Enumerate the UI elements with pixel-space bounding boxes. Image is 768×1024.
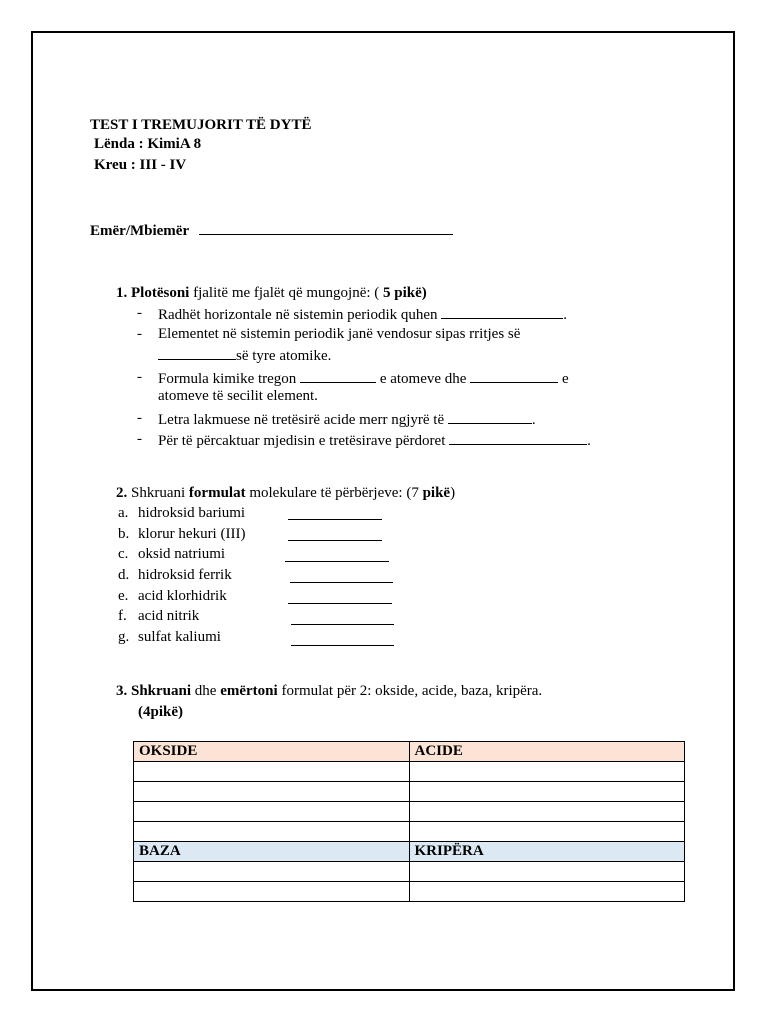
table-header-row-2 xyxy=(134,842,685,862)
q1-line-7-end: . xyxy=(587,433,591,449)
table-cell[interactable] xyxy=(134,782,410,802)
q3-text-1: dhe xyxy=(191,683,221,699)
q3-heading xyxy=(116,682,542,700)
q2-letter-e: e. xyxy=(118,588,129,604)
q1-line-4-text-b: e atomeve dhe xyxy=(379,371,467,387)
q1-number: 1. xyxy=(116,285,128,301)
q1-points: 5 pikë xyxy=(379,285,422,301)
q1-dash-1: - xyxy=(137,305,142,321)
q1-line-5: atomeve të secilit element. xyxy=(158,388,318,404)
subject-line: Lënda : KimiA 8 xyxy=(94,136,202,152)
name-row xyxy=(90,220,453,240)
table-cell[interactable] xyxy=(409,882,685,902)
q1-blank-6[interactable] xyxy=(449,430,587,445)
q1-dash-5: - xyxy=(137,431,142,447)
q1-blank-4[interactable] xyxy=(470,368,558,383)
name-label: Emër/Mbiemër xyxy=(90,223,190,239)
table-cell[interactable] xyxy=(409,822,685,842)
q2-letter-b: b. xyxy=(118,526,130,542)
q1-heading xyxy=(116,284,427,302)
q1-line-7-text: Për të përcaktuar mjedisin e tretësirave përdoret xyxy=(158,433,446,449)
q2-item-e xyxy=(118,587,227,605)
q2-text-d: hidroksid ferrik xyxy=(138,567,232,583)
table-header-kripera: KRIPËRA xyxy=(409,842,685,862)
table-cell[interactable] xyxy=(134,762,410,782)
q1-line-4 xyxy=(158,368,569,388)
q2-item-f xyxy=(118,607,199,625)
table-cell[interactable] xyxy=(134,802,410,822)
chapter-line: Kreu : III - IV xyxy=(94,157,187,173)
table-row xyxy=(134,802,685,822)
q1-line-6 xyxy=(158,409,536,429)
table-cell[interactable] xyxy=(409,762,685,782)
table-row xyxy=(134,862,685,882)
table-cell[interactable] xyxy=(409,862,685,882)
q2-item-g xyxy=(118,628,221,646)
q2-letter-c: c. xyxy=(118,546,129,562)
q2-text-a: hidroksid bariumi xyxy=(138,505,246,521)
q1-line-6-text: Letra lakmuese në tretësirë acide merr ngjyrë të xyxy=(158,412,445,428)
table-cell[interactable] xyxy=(134,882,410,902)
q1-line-7 xyxy=(158,430,591,450)
q2-bold: formulat xyxy=(188,485,246,501)
q2-item-d xyxy=(118,566,232,584)
q1-line-4-text-a: Formula kimike tregon xyxy=(158,371,297,387)
q1-lead-rest: fjalitë me fjalët që mungojnë: ( xyxy=(189,285,380,301)
table-header-acide: ACIDE xyxy=(409,742,685,762)
q1-lead-bold: Plotësoni xyxy=(131,285,190,301)
q3-text-2: formulat për 2: okside, acide, baza, kripëra. xyxy=(277,683,543,699)
q2-text-f: acid nitrik xyxy=(138,608,200,624)
q1-line-4-text-c: e xyxy=(561,371,569,387)
q1-dash-2: - xyxy=(137,326,142,342)
q1-line-1-text: Radhët horizontale në sistemin periodik quhen xyxy=(158,307,438,323)
table-row xyxy=(134,762,685,782)
q1-line-1-end: . xyxy=(563,307,568,323)
q1-blank-3[interactable] xyxy=(300,368,376,383)
q1-line-1 xyxy=(158,304,567,324)
q1-dash-3: - xyxy=(137,369,142,385)
table-header-okside: OKSIDE xyxy=(134,742,410,762)
q3-points: (4pikë) xyxy=(138,704,183,720)
q2-points: pikë xyxy=(422,485,451,501)
table-row xyxy=(134,822,685,842)
table-cell[interactable] xyxy=(134,822,410,842)
q2-letter-f: f. xyxy=(118,608,127,624)
q2-post: molekulare të përbërjeve: (7 xyxy=(245,485,423,501)
q2-heading xyxy=(116,484,455,502)
q2-letter-a: a. xyxy=(118,505,129,521)
table-cell[interactable] xyxy=(409,802,685,822)
q2-blank-e[interactable] xyxy=(288,603,392,604)
q2-blank-d[interactable] xyxy=(290,582,393,583)
table-row xyxy=(134,782,685,802)
q2-pre: Shkruani xyxy=(127,485,189,501)
q1-blank-1[interactable] xyxy=(441,304,563,319)
test-title: TEST I TREMUJORIT TË DYTË xyxy=(90,117,312,133)
q3-bold-1: Shkruani xyxy=(131,683,192,699)
q1-line-2: Elementet në sistemin periodik janë vendosur sipas rritjes së xyxy=(158,326,521,342)
q2-text-g: sulfat kaliumi xyxy=(138,629,221,645)
q2-item-a xyxy=(118,504,245,522)
table-cell[interactable] xyxy=(134,862,410,882)
q2-blank-g[interactable] xyxy=(291,645,394,646)
q1-close: ) xyxy=(421,285,427,301)
q2-item-b xyxy=(118,525,245,543)
table-cell[interactable] xyxy=(409,782,685,802)
q2-text-e: acid klorhidrik xyxy=(138,588,227,604)
table-header-baza: BAZA xyxy=(134,842,410,862)
name-blank[interactable] xyxy=(199,220,453,235)
q2-number: 2. xyxy=(116,485,128,501)
answer-table xyxy=(133,741,685,902)
q2-close: ) xyxy=(450,485,456,501)
q1-line-3 xyxy=(158,345,331,365)
q2-letter-d: d. xyxy=(118,567,130,583)
q2-blank-c[interactable] xyxy=(285,561,389,562)
q2-blank-b[interactable] xyxy=(288,540,382,541)
q2-text-b: klorur hekuri (III) xyxy=(138,526,246,542)
q1-dash-4: - xyxy=(137,410,142,426)
q2-letter-g: g. xyxy=(118,629,130,645)
table-header-row-1 xyxy=(134,742,685,762)
q2-item-c xyxy=(118,545,225,563)
q1-blank-5[interactable] xyxy=(448,409,532,424)
q1-blank-2[interactable] xyxy=(158,345,236,360)
q1-line-3-text: së tyre atomike. xyxy=(236,348,332,364)
q3-number: 3. xyxy=(116,683,128,699)
q3-bold-2: emërtoni xyxy=(220,683,278,699)
q2-text-c: oksid natriumi xyxy=(138,546,226,562)
q1-line-6-end: . xyxy=(531,412,536,428)
q2-blank-a[interactable] xyxy=(288,519,382,520)
q2-blank-f[interactable] xyxy=(291,624,394,625)
table-row xyxy=(134,882,685,902)
